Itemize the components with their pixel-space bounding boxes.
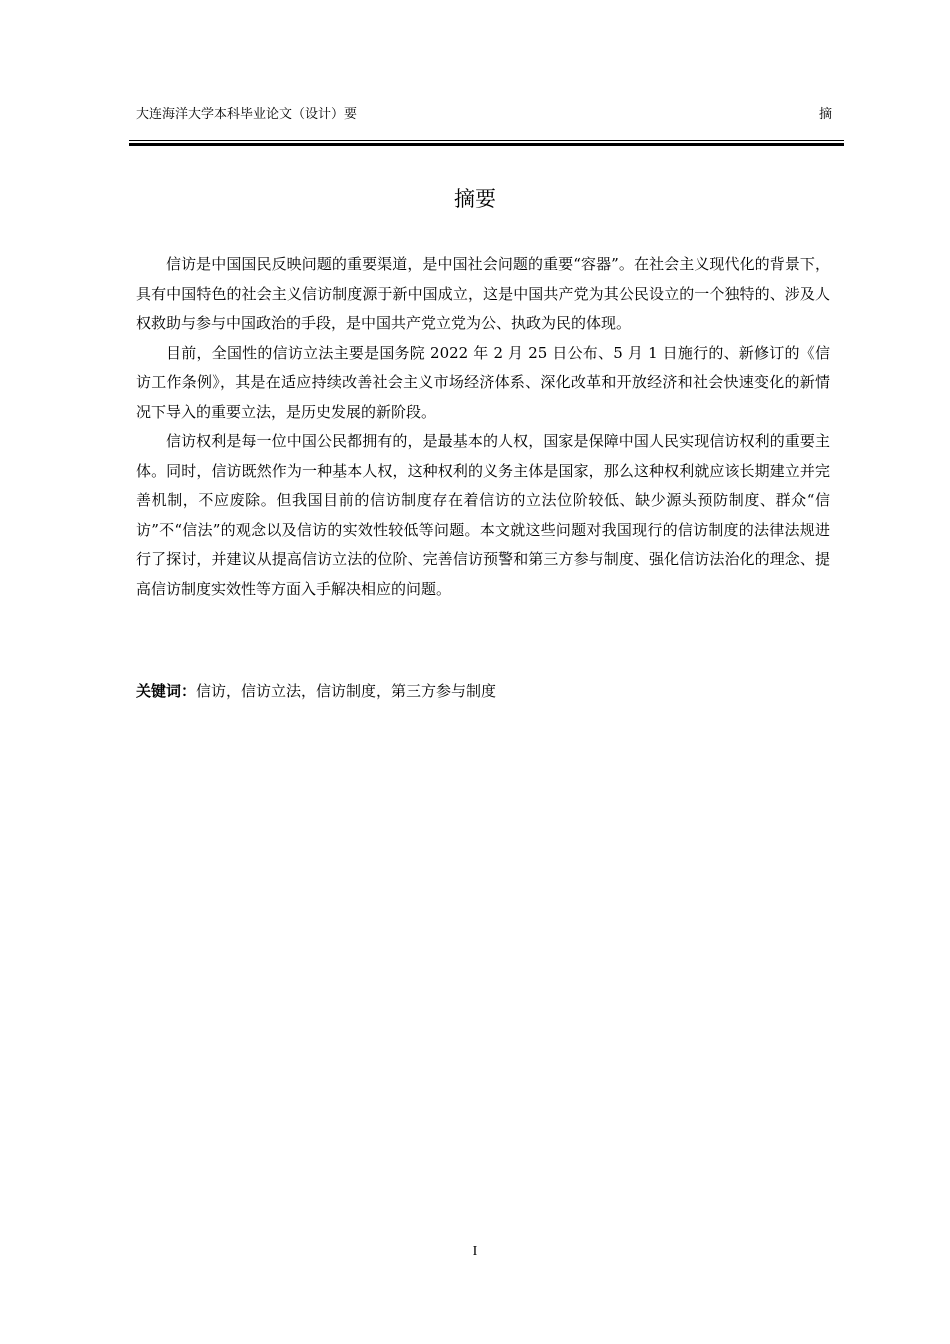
keywords-value: 信访，信访立法，信访制度，第三方参与制度	[196, 682, 497, 700]
abstract-title: 摘要	[454, 187, 496, 211]
header-rule-thick	[129, 143, 844, 146]
abstract-paragraph-1: 信访是中国国民反映问题的重要渠道，是中国社会问题的重要“容器”。在社会主义现代化的背景下，具有中国特色的社会主义信访制度源于新中国成立，这是中国共产党为其公民设立的一个独特的、涉及人权救助与参与中国政治的手段，是中国共产党立党为公、执政为民的体现。	[136, 255, 830, 332]
abstract-body	[136, 250, 830, 604]
page-number: I	[472, 1244, 478, 1259]
header-thesis-title: 大连海洋大学本科毕业论文（设计）要	[136, 107, 358, 122]
abstract-paragraph-2: 目前，全国性的信访立法主要是国务院 2022 年 2 月 25 日公布、5 月 1 日施行的、新修订的《信访工作条例》，其是在适应持续改善社会主义市场经济体系、深化改革和开放经济和社会快速变化的新情况下导入的重要立法，是历史发展的新阶段。	[136, 343, 830, 421]
keywords-line	[136, 677, 830, 707]
header-section-label: 摘	[818, 107, 832, 122]
keywords-label: 关键词：	[136, 682, 197, 700]
abstract-paragraph-3: 信访权利是每一位中国公民都拥有的，是最基本的人权，国家是保障中国人民实现信访权利的重要主体。同时，信访既然作为一种基本人权，这种权利的义务主体是国家，那么这种权利就应该长期建立并完善机制，不应废除。但我国目前的信访制度存在着信访的立法位阶较低、缺少源头预防制度、群众“信访”不“信法”的观念以及信访的实效性较低等问题。本文就这些问题对我国现行的信访制度的法律法规进行了探讨，并建议从提高信访立法的位阶、完善信访预警和第三方参与制度、强化信访法治化的理念、提高信访制度实效性等方面入手解决相应的问题。	[136, 432, 830, 598]
header-rule-thin	[129, 140, 844, 141]
